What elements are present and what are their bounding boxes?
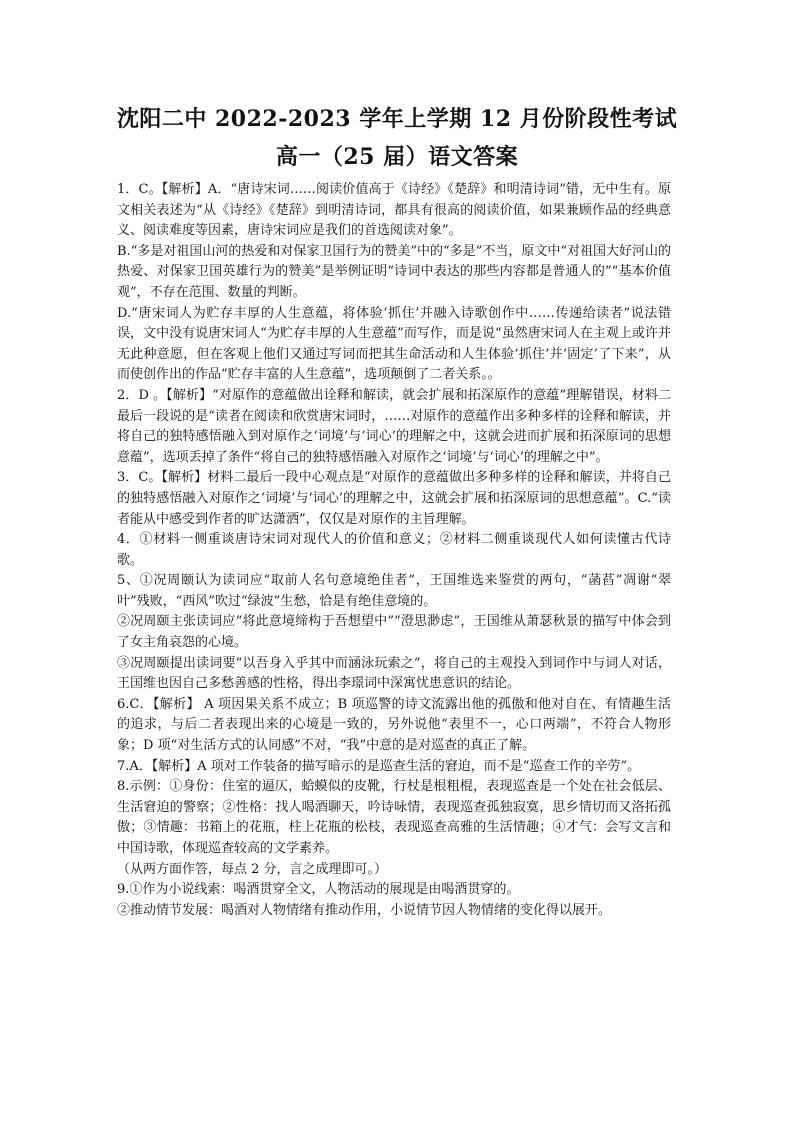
answer-paragraph: 9.①作为小说线索：喝酒贯穿全文，人物活动的展现是由喝酒贯穿的。: [117, 882, 520, 898]
answer-paragraph: 6.C．【解析】 A 项因果关系不成立；B 项巡警的诗文流露出他的孤傲和他对自在、有情趣生活的追求，与后二者表现出来的心境是一致的，另外说他“表里不一，心口两端”，不符合人物形象；D 项“对生活方式的认同感”不对，“我”中意的是对巡查的真正了解。: [117, 696, 671, 754]
answer-paragraph: 2．D 。【解析】“对原作的意蕴做出诠释和解读，就会扩展和拓深原作的意蕴”理解错误，材料二最后一段说的是“读者在阅读和欣赏唐宋词时，……对原作的意蕴作出多种多样的诠释和解读，并将自己的独特感悟融入到对原作之‘词境’与‘词心’的理解之中，这就会进而扩展和拓深原词的思想意蕴”，选项丢掉了条件“将自己的独特感悟融入对原作之‘词境’与‘词心’的理解之中”。: [117, 387, 671, 465]
answer-paragraph: 3．C。【解析】材料二最后一段中心观点是“对原作的意蕴做出多种多样的诠释和解读，并将自己的独特感悟融入对原作之‘词境’与‘词心’的理解之中，这就会扩展和拓深原词的思想意蕴”。C.“读者能从中感受到作者的旷达潇洒”，仅仅是对原作的主旨理解。: [117, 470, 671, 527]
answer-paragraph: ②况周颐主张读词应“将此意境缔构于吾想望中”“澄思渺虑”，王国维从萧瑟秋景的描写中体会到了女主角哀怨的心境。: [117, 614, 671, 651]
answer-paragraph: ②推动情节发展：喝酒对人物情绪有推动作用，小说情节因人物情绪的变化得以展开。: [117, 902, 612, 918]
answer-paragraph: 4．①材料一侧重谈唐诗宋词对现代人的价值和意义；②材料二侧重谈现代人如何读懂古代诗歌。: [117, 532, 671, 568]
answer-paragraph: D.“唐宋词人为贮存丰厚的人生意蕴，将体验‘抓住’并融入诗歌创作中……传递给读者”说法错误，文中没有说唐宋词人“为贮存丰厚的人生意蕴”而写作，而是说“虽然唐宋词人在主观上或许并无此种意愿，但在客观上他们又通过写词而把其生命活动和人生体验‘抓住’并‘固定’了下来”，从而使创作出的作品“贮存丰富的人生意蕴”，选项颠倒了二者关系。。: [117, 305, 671, 383]
page-subtitle: 高一（25 届）语文答案: [275, 144, 519, 170]
answer-paragraph: B.“多是对祖国山河的热爱和对保家卫国行为的赞美”中的“多是”不当，原文中“对祖国大好河山的热爱、对保家卫国英雄行为的赞美”是举例证明“诗词中表达的那些内容都是普通人的”“基本价值观”，不存在范围、数量的判断。: [117, 243, 671, 300]
answer-body: [117, 180, 671, 921]
answer-paragraph: 1．C。【解析】A．“唐诗宋词……阅读价值高于《诗经》《楚辞》和明清诗词”错，无中生有。原文相关表述为“从《诗经》《楚辞》到明清诗词，都具有很高的阅读价值，如果兼顾作品的经典意义、阅读难度等因素，唐诗宋词应是我们的首选阅读对象”。: [117, 182, 671, 239]
answer-paragraph: ③况周颐提出读词要“以吾身入乎其中而涵泳玩索之”，将自己的主观投入到词作中与词人对话，王国维也因自己多愁善感的性格，得出李璟词中深寓忧患意识的结论。: [117, 655, 671, 692]
answer-paragraph: 7.A．【解析】A 项对工作装备的描写暗示的是巡查生活的窘迫，而不是“巡查工作的辛劳”。: [117, 758, 641, 774]
page-title: 沈阳二中 2022-2023 学年上学期 12 月份阶段性考试: [116, 106, 678, 132]
answer-paragraph: 8.示例：①身份：住室的逼仄，蛤蟆似的皮靴，行杖是根粗棍，表现巡查是一个处在社会低层、生活窘迫的警察；②性格：找人喝酒聊天，吟诗咏情，表现巡查孤独寂寞，思乡情切而又洛拓孤傲；③情趣：书箱上的花瓶，柱上花瓶的松枝，表现巡查高雅的生活情趣；④才气：会写文言和中国诗歌，体现巡查较高的文学素养。: [117, 779, 671, 856]
answer-paragraph: （从两方面作答，每点 2 分，言之成理即可。）: [117, 861, 388, 877]
answer-paragraph: 5、①况周颐认为读词应“取前人名句意境绝佳者”，王国维选来鉴赏的两句，“菡萏”凋谢“翠叶”残败，“西风”吹过“绿波”生愁，恰是有绝佳意境的。: [117, 573, 671, 609]
